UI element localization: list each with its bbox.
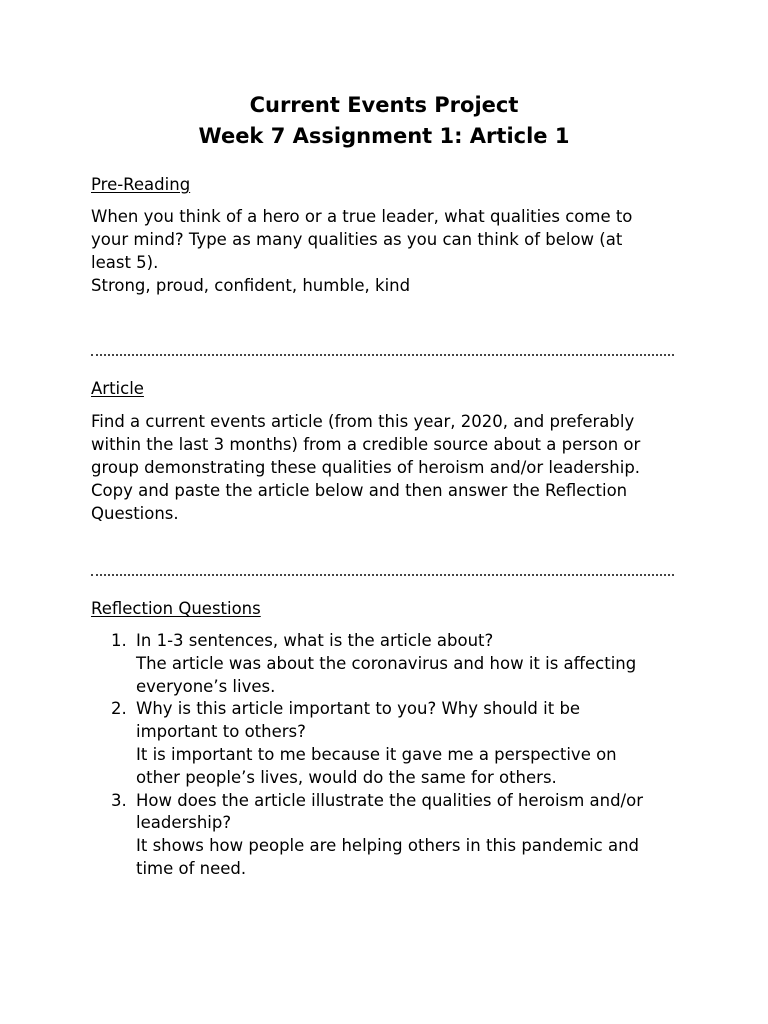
reflection-question-item [91, 698, 691, 789]
reflection-question-list [91, 630, 691, 881]
question-text: leadership? [136, 813, 232, 833]
answer-text: other people’s lives, would do the same for others. [136, 767, 557, 787]
instruction-line: group demonstrating these qualities of heroism and/or leadership. [91, 458, 641, 477]
section-divider [91, 354, 674, 356]
question-text: Why is this article important to you? Why should it be [136, 699, 581, 719]
question-text: important to others? [136, 722, 306, 742]
instruction-line: Copy and paste the article below and then answer the Reflection [91, 481, 628, 500]
prompt-line: least 5). [91, 253, 159, 272]
answer-text: The article was about the coronavirus and how it is affecting [136, 653, 637, 673]
question-text: In 1-3 sentences, what is the article about? [136, 631, 494, 650]
question-number: 2. [111, 699, 127, 719]
document-title [0, 90, 768, 152]
pre-reading-prompt [91, 205, 691, 297]
question-number: 3. [111, 790, 127, 810]
article-instructions [91, 410, 691, 525]
answer-text: everyone’s lives. [136, 676, 276, 696]
instruction-line: within the last 3 months) from a credible source about a person or [91, 435, 641, 454]
reflection-question-item [91, 790, 691, 881]
title-line-1: Current Events Project [249, 93, 519, 117]
title-line-2: Week 7 Assignment 1: Article 1 [198, 124, 570, 148]
instruction-line: Questions. [91, 504, 179, 523]
prompt-line: When you think of a hero or a true leader, what qualities come to [91, 207, 633, 226]
pre-reading-answer: Strong, proud, confident, humble, kind [91, 276, 411, 295]
instruction-line: Find a current events article (from this year, 2020, and preferably [91, 412, 635, 431]
question-text: How does the article illustrate the qualities of heroism and/or [136, 790, 643, 810]
pre-reading-heading: Pre-Reading [91, 175, 191, 194]
section-divider [91, 574, 674, 576]
reflection-question-item [91, 630, 691, 698]
answer-text: It shows how people are helping others in this pandemic and [136, 836, 640, 856]
answer-text: It is important to me because it gave me a perspective on [136, 744, 617, 764]
reflection-heading: Reflection Questions [91, 599, 261, 618]
prompt-line: your mind? Type as many qualities as you can think of below (at [91, 230, 623, 249]
article-heading: Article [91, 379, 144, 398]
question-number: 1. [111, 631, 127, 650]
answer-text: time of need. [136, 858, 247, 878]
